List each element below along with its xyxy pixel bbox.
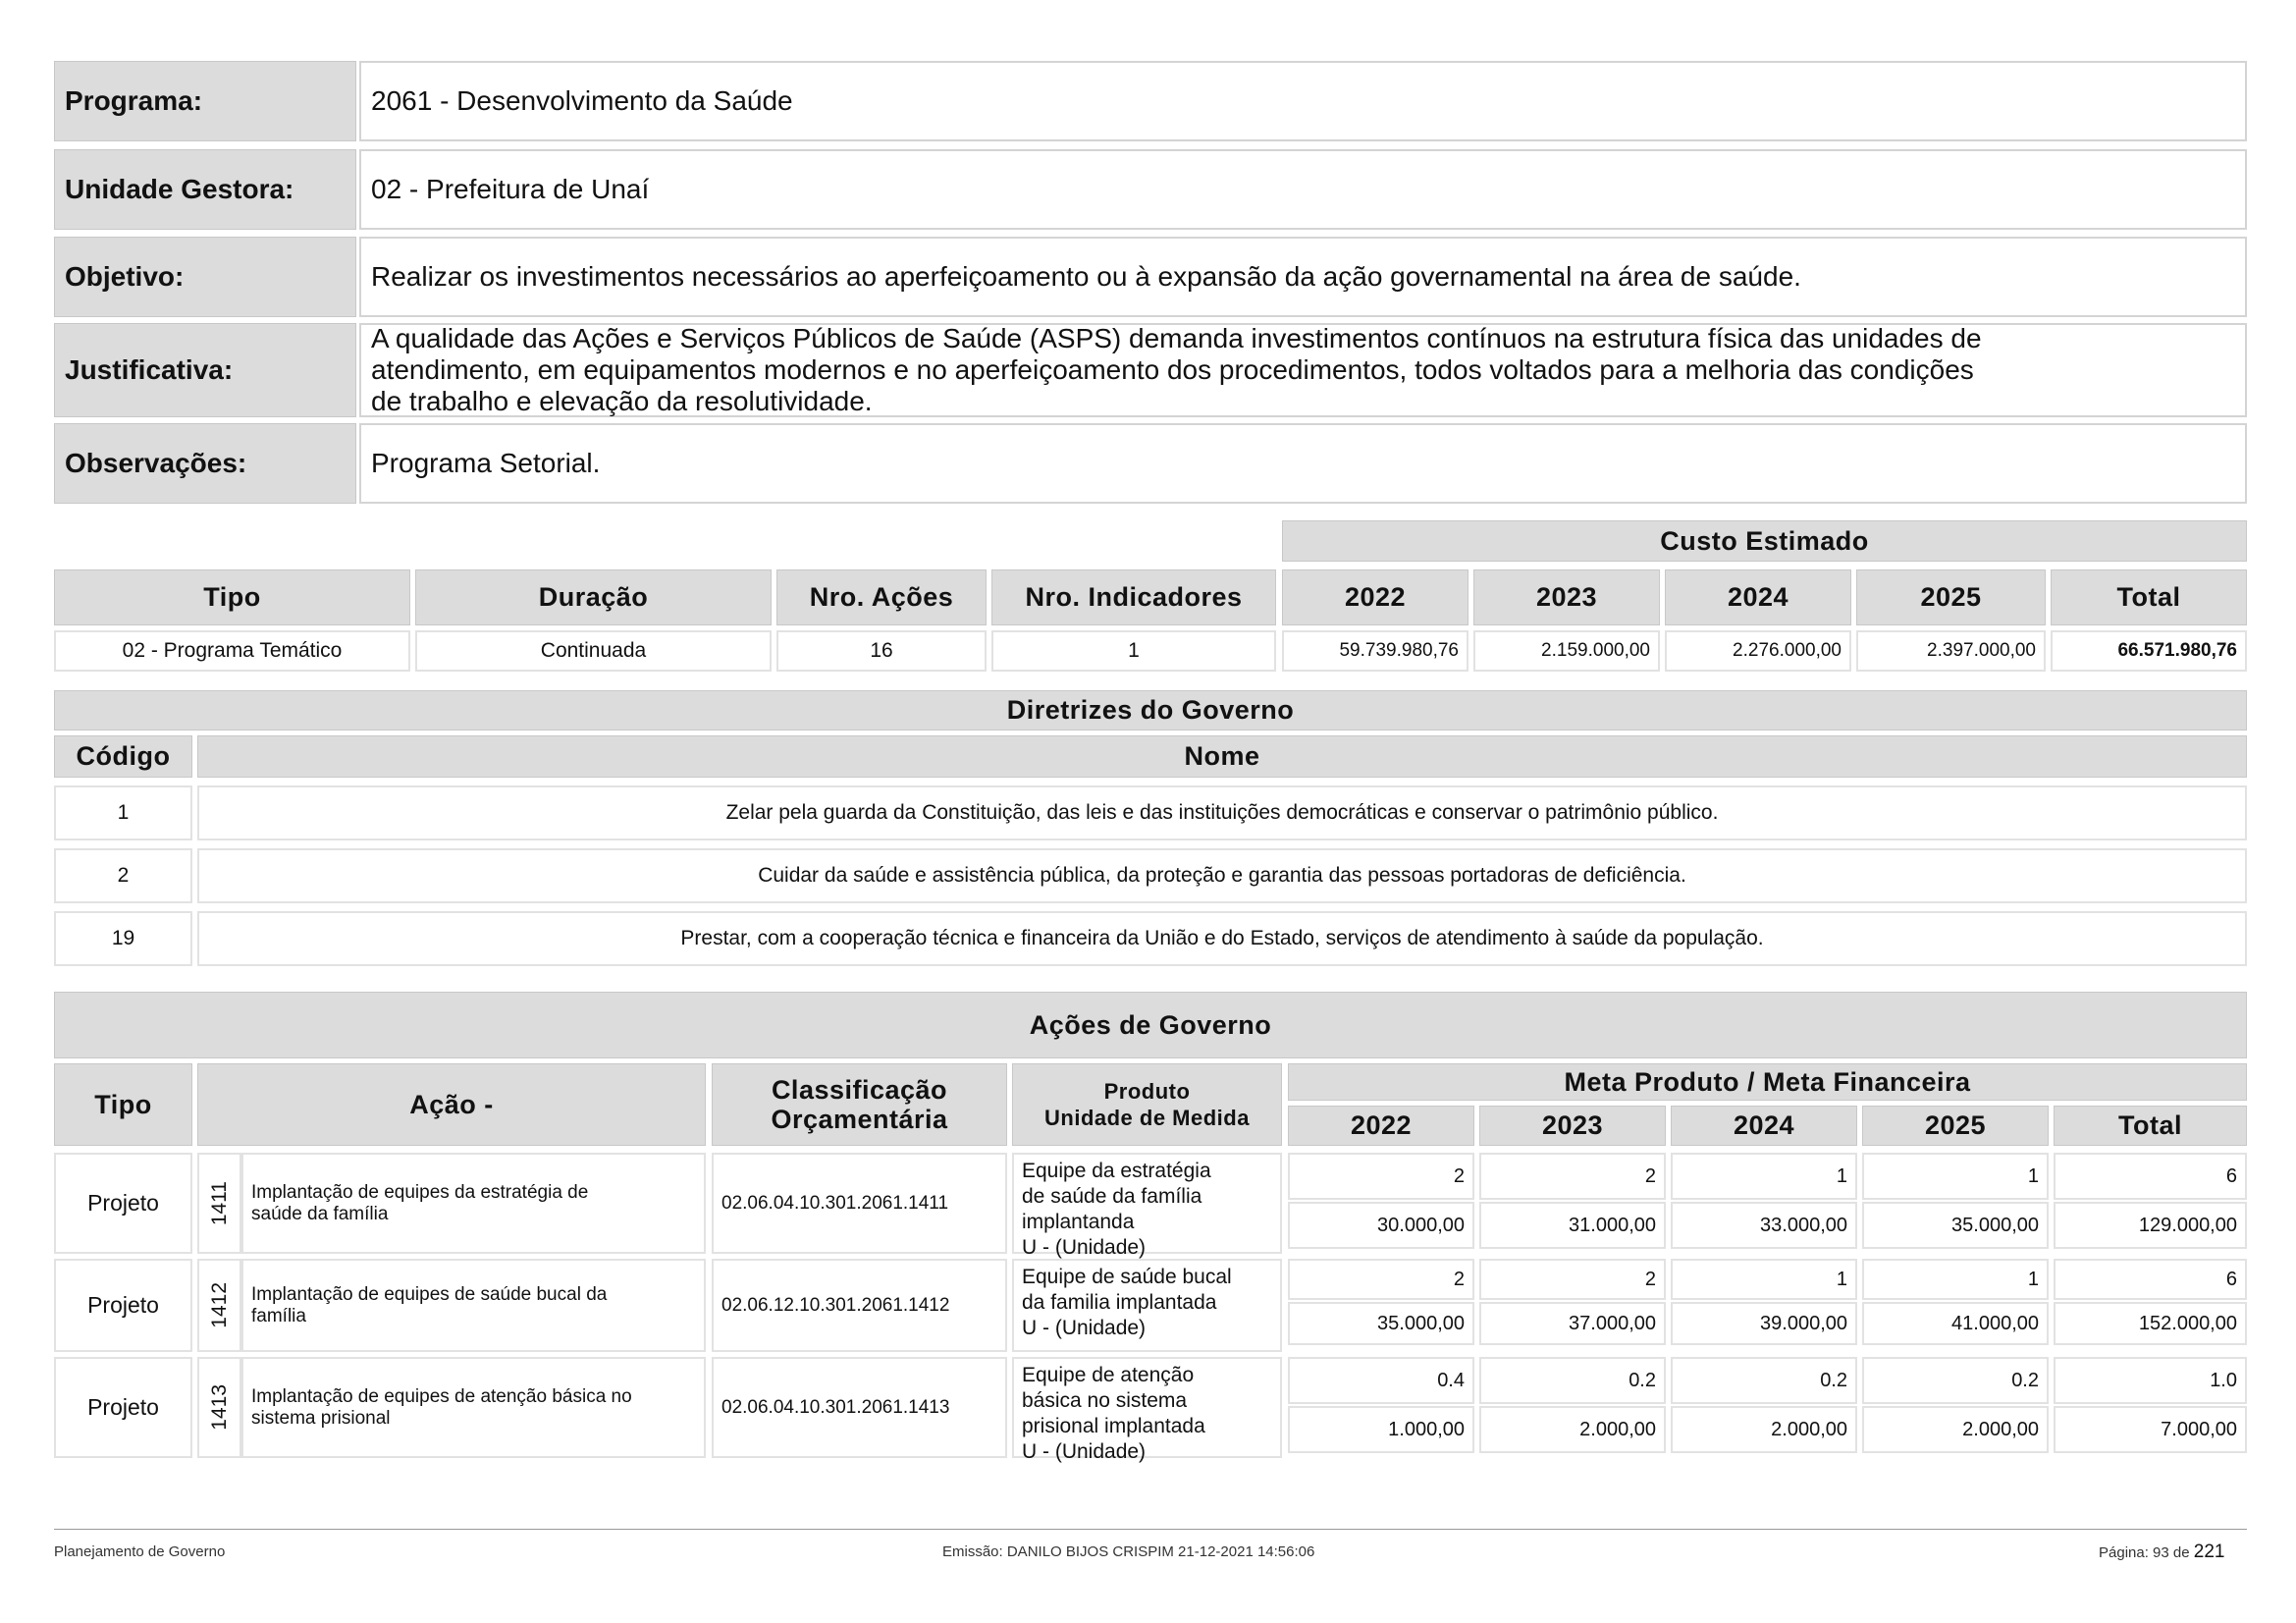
acao-codigo xyxy=(197,1259,241,1352)
acao-codigo-text: 1411 xyxy=(207,1180,231,1226)
meta-financeira-2024: 33.000,00 xyxy=(1671,1202,1857,1249)
meta-produto-2023: 2 xyxy=(1479,1153,1666,1200)
acoes-year-2024: 2024 xyxy=(1671,1106,1857,1146)
meta-produto-2022: 2 xyxy=(1288,1259,1474,1300)
diretriz-codigo: 2 xyxy=(54,848,192,903)
value-objetivo: Realizar os investimentos necessários ao aperfeiçoamento ou à expansão da ação governamental na área de saúde. xyxy=(359,237,2247,317)
meta-produto-total: 1.0 xyxy=(2054,1357,2247,1404)
resumo-header-nro-indicadores: Nro. Indicadores xyxy=(991,569,1276,625)
resumo-total: 66.571.980,76 xyxy=(2051,630,2247,672)
label-unidade-gestora: Unidade Gestora: xyxy=(54,149,356,230)
acao-produto: Equipe de atenção básica no sistema prisional implantada U - (Unidade) xyxy=(1012,1357,1282,1458)
meta-financeira-total: 7.000,00 xyxy=(2054,1406,2247,1453)
resumo-header-2024: 2024 xyxy=(1665,569,1851,625)
value-justificativa: A qualidade das Ações e Serviços Públicos de Saúde (ASPS) demanda investimentos contínuos na estrutura física das unidades de atendimento, em equipamentos modernos e no aperfeiçoamento dos procedimentos, todos voltados para a melhoria das condições de trabalho e elevação da resolutividade. xyxy=(359,323,2247,417)
custo-estimado-header: Custo Estimado xyxy=(1282,520,2247,562)
value-unidade-gestora: 02 - Prefeitura de Unaí xyxy=(359,149,2247,230)
meta-produto-2023: 0.2 xyxy=(1479,1357,1666,1404)
resumo-tipo: 02 - Programa Temático xyxy=(54,630,410,672)
acao-descricao: Implantação de equipes de atenção básica no sistema prisional xyxy=(241,1357,706,1458)
diretrizes-col-codigo: Código xyxy=(54,735,192,778)
acao-codigo xyxy=(197,1357,241,1458)
acao-produto: Equipe da estratégia de saúde da família implantanda U - (Unidade) xyxy=(1012,1153,1282,1254)
resumo-header-2025: 2025 xyxy=(1856,569,2046,625)
acoes-year-2023: 2023 xyxy=(1479,1106,1666,1146)
diretriz-nome: Zelar pela guarda da Constituição, das leis e das instituições democráticas e conservar o patrimônio público. xyxy=(197,785,2247,840)
meta-produto-2022: 2 xyxy=(1288,1153,1474,1200)
resumo-header-tipo: Tipo xyxy=(54,569,410,625)
meta-financeira-2025: 41.000,00 xyxy=(1862,1302,2049,1345)
meta-financeira-2025: 35.000,00 xyxy=(1862,1202,2049,1249)
footer-page-label: Página: 93 de xyxy=(2099,1544,2190,1561)
footer-divider xyxy=(54,1529,2247,1530)
footer-pagina xyxy=(2099,1542,2224,1563)
label-programa: Programa: xyxy=(54,61,356,141)
label-observacoes: Observações: xyxy=(54,423,356,504)
meta-produto-2025: 1 xyxy=(1862,1259,2049,1300)
meta-produto-2023: 2 xyxy=(1479,1259,1666,1300)
acoes-col-produto: Produto Unidade de Medida xyxy=(1012,1063,1282,1146)
acao-codigo xyxy=(197,1153,241,1254)
acao-tipo: Projeto xyxy=(54,1357,192,1458)
acoes-col-tipo: Tipo xyxy=(54,1063,192,1146)
meta-financeira-2023: 37.000,00 xyxy=(1479,1302,1666,1345)
label-justificativa: Justificativa: xyxy=(54,323,356,417)
resumo-2025: 2.397.000,00 xyxy=(1856,630,2046,672)
acao-classificacao: 02.06.04.10.301.2061.1413 xyxy=(712,1357,1007,1458)
diretriz-codigo: 1 xyxy=(54,785,192,840)
meta-produto-2025: 1 xyxy=(1862,1153,2049,1200)
diretriz-nome: Prestar, com a cooperação técnica e financeira da União e do Estado, serviços de atendimento à saúde da população. xyxy=(197,911,2247,966)
meta-financeira-total: 152.000,00 xyxy=(2054,1302,2247,1345)
resumo-duracao: Continuada xyxy=(415,630,772,672)
resumo-nro-indicadores: 1 xyxy=(991,630,1276,672)
meta-produto-2022: 0.4 xyxy=(1288,1357,1474,1404)
acoes-title: Ações de Governo xyxy=(54,992,2247,1058)
resumo-header-2022: 2022 xyxy=(1282,569,1468,625)
meta-financeira-2024: 2.000,00 xyxy=(1671,1406,1857,1453)
label-objetivo: Objetivo: xyxy=(54,237,356,317)
resumo-header-duracao: Duração xyxy=(415,569,772,625)
acao-codigo-text: 1412 xyxy=(207,1282,231,1328)
acoes-col-acao: Ação - xyxy=(197,1063,706,1146)
meta-financeira-2023: 2.000,00 xyxy=(1479,1406,1666,1453)
diretriz-codigo: 19 xyxy=(54,911,192,966)
acao-descricao: Implantação de equipes da estratégia de saúde da família xyxy=(241,1153,706,1254)
acao-classificacao: 02.06.12.10.301.2061.1412 xyxy=(712,1259,1007,1352)
footer-page-total: 221 xyxy=(2193,1542,2225,1562)
acoes-year-total: Total xyxy=(2054,1106,2247,1146)
footer-left: Planejamento de Governo xyxy=(54,1543,226,1560)
resumo-nro-acoes: 16 xyxy=(776,630,987,672)
meta-produto-2024: 0.2 xyxy=(1671,1357,1857,1404)
resumo-2022: 59.739.980,76 xyxy=(1282,630,1468,672)
meta-financeira-2022: 30.000,00 xyxy=(1288,1202,1474,1249)
resumo-header-2023: 2023 xyxy=(1473,569,1660,625)
acoes-year-2022: 2022 xyxy=(1288,1106,1474,1146)
meta-produto-total: 6 xyxy=(2054,1259,2247,1300)
acao-produto: Equipe de saúde bucal da familia implantada U - (Unidade) xyxy=(1012,1259,1282,1352)
meta-financeira-2022: 1.000,00 xyxy=(1288,1406,1474,1453)
meta-financeira-2023: 31.000,00 xyxy=(1479,1202,1666,1249)
meta-produto-2024: 1 xyxy=(1671,1259,1857,1300)
acoes-col-classificacao: Classificação Orçamentária xyxy=(712,1063,1007,1146)
resumo-2023: 2.159.000,00 xyxy=(1473,630,1660,672)
meta-financeira-2025: 2.000,00 xyxy=(1862,1406,2049,1453)
meta-financeira-2024: 39.000,00 xyxy=(1671,1302,1857,1345)
meta-financeira-total: 129.000,00 xyxy=(2054,1202,2247,1249)
acoes-col-meta: Meta Produto / Meta Financeira xyxy=(1288,1063,2247,1101)
meta-produto-2024: 1 xyxy=(1671,1153,1857,1200)
value-observacoes: Programa Setorial. xyxy=(359,423,2247,504)
diretrizes-col-nome: Nome xyxy=(197,735,2247,778)
meta-produto-total: 6 xyxy=(2054,1153,2247,1200)
diretriz-nome: Cuidar da saúde e assistência pública, da proteção e garantia das pessoas portadoras de deficiência. xyxy=(197,848,2247,903)
acao-descricao: Implantação de equipes de saúde bucal da família xyxy=(241,1259,706,1352)
value-programa: 2061 - Desenvolvimento da Saúde xyxy=(359,61,2247,141)
diretrizes-title: Diretrizes do Governo xyxy=(54,690,2247,730)
meta-financeira-2022: 35.000,00 xyxy=(1288,1302,1474,1345)
resumo-header-total: Total xyxy=(2051,569,2247,625)
resumo-header-nro-acoes: Nro. Ações xyxy=(776,569,987,625)
acao-classificacao: 02.06.04.10.301.2061.1411 xyxy=(712,1153,1007,1254)
meta-produto-2025: 0.2 xyxy=(1862,1357,2049,1404)
footer-emissao: Emissão: DANILO BIJOS CRISPIM 21-12-2021 14:56:06 xyxy=(942,1543,1315,1560)
acao-tipo: Projeto xyxy=(54,1153,192,1254)
acoes-year-2025: 2025 xyxy=(1862,1106,2049,1146)
acao-codigo-text: 1413 xyxy=(207,1384,231,1431)
acao-tipo: Projeto xyxy=(54,1259,192,1352)
resumo-2024: 2.276.000,00 xyxy=(1665,630,1851,672)
